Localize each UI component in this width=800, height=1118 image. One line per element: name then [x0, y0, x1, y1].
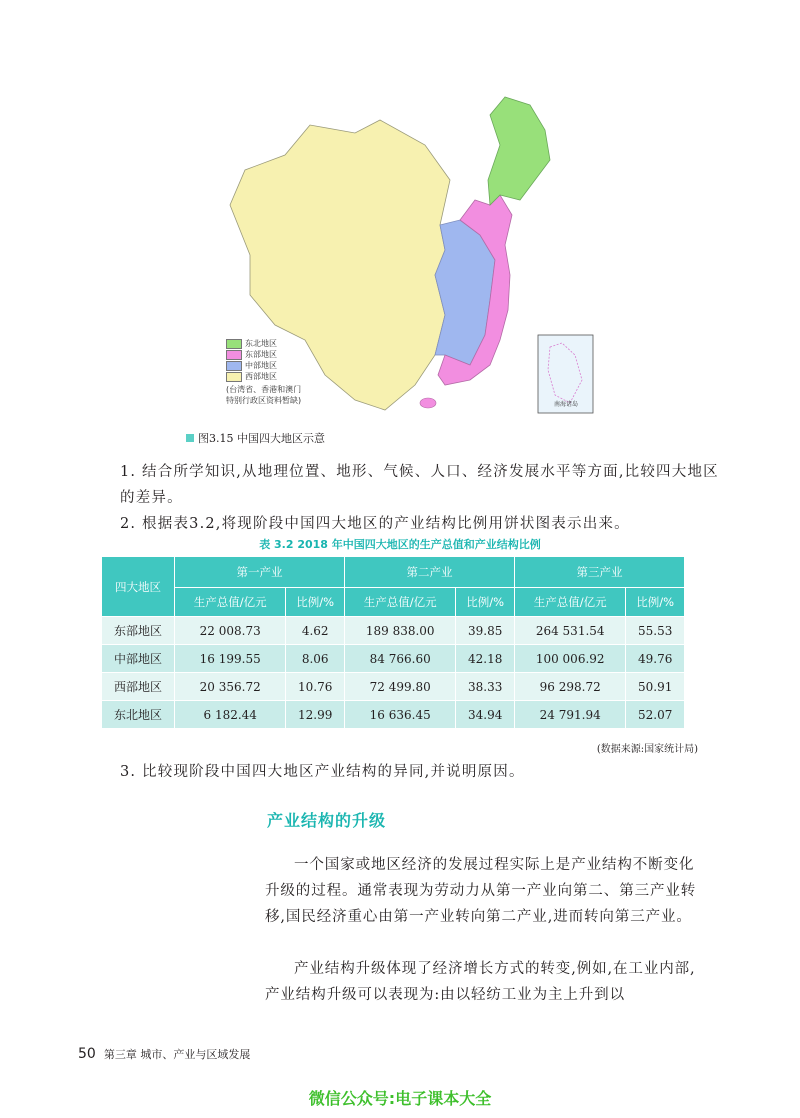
table-cell: 49.76 — [626, 645, 685, 673]
table-cell-region: 东部地区 — [102, 617, 175, 645]
table-cell: 6 182.44 — [175, 701, 286, 729]
map-region-northeast — [488, 97, 550, 205]
table-cell: 50.91 — [626, 673, 685, 701]
table-group-header: 第一产业 — [175, 557, 345, 588]
table-cell: 16 199.55 — [175, 645, 286, 673]
table-cell: 84 766.60 — [344, 645, 455, 673]
table-subheader: 比例/% — [626, 588, 685, 617]
table-corner-header: 四大地区 — [102, 557, 175, 617]
table-cell: 38.33 — [456, 673, 515, 701]
legend-item: 东部地区 — [226, 349, 306, 360]
table-cell: 39.85 — [456, 617, 515, 645]
table-source: (数据来源:国家统计局) — [596, 744, 698, 755]
table-cell: 22 008.73 — [175, 617, 286, 645]
table-cell: 34.94 — [456, 701, 515, 729]
table-cell-region: 东北地区 — [102, 701, 175, 729]
table-cell: 189 838.00 — [344, 617, 455, 645]
chapter-title: 第三章 城市、产业与区域发展 — [103, 1048, 251, 1061]
body-paragraph: 产业结构升级体现了经济增长方式的转变,例如,在工业内部,产业结构升级可以表现为:由以轻纺工业为主上升到以 — [265, 961, 696, 1003]
table-cell: 55.53 — [626, 617, 685, 645]
table-cell: 24 791.94 — [514, 701, 625, 729]
table-cell: 16 636.45 — [344, 701, 455, 729]
figure-caption: 图3.15 中国四大地区示意 — [186, 430, 325, 446]
table-cell: 72 499.80 — [344, 673, 455, 701]
table-cell: 264 531.54 — [514, 617, 625, 645]
table-cell: 96 298.72 — [514, 673, 625, 701]
table-cell: 52.07 — [626, 701, 685, 729]
wechat-banner: 微信公众号:电子课本大全 — [308, 1089, 492, 1108]
table-subheader: 比例/% — [286, 588, 345, 617]
table-subheader: 比例/% — [456, 588, 515, 617]
question-3: 3. 比较现阶段中国四大地区产业结构的异同,并说明原因。 — [120, 764, 525, 780]
data-table — [101, 556, 685, 729]
table-cell: 42.18 — [456, 645, 515, 673]
question-1: 1. 结合所学知识,从地理位置、地形、气候、人口、经济发展水平等方面,比较四大地区的差异。 — [120, 464, 719, 506]
table-cell: 20 356.72 — [175, 673, 286, 701]
caption-marker-icon — [186, 434, 194, 442]
page-footer — [78, 1046, 250, 1062]
table-cell: 8.06 — [286, 645, 345, 673]
inset-label: 南海诸岛 — [554, 401, 579, 408]
table-cell: 12.99 — [286, 701, 345, 729]
legend-item: 西部地区 — [226, 371, 306, 382]
legend-note: (台湾省、香港和澳门特别行政区资料暂缺) — [226, 385, 302, 405]
table-subheader: 生产总值/亿元 — [514, 588, 625, 617]
table-cell-region: 西部地区 — [102, 673, 175, 701]
table-group-header: 第三产业 — [514, 557, 684, 588]
table-row — [102, 645, 685, 673]
table-cell: 4.62 — [286, 617, 345, 645]
table-title: 表 3.2 2018 年中国四大地区的生产总值和产业结构比例 — [259, 538, 541, 551]
table-subheader: 生产总值/亿元 — [344, 588, 455, 617]
table-row — [102, 701, 685, 729]
table-subheader: 生产总值/亿元 — [175, 588, 286, 617]
legend-item: 中部地区 — [226, 360, 306, 371]
legend-item: 东北地区 — [226, 338, 306, 349]
map-legend — [226, 338, 306, 406]
table-row — [102, 617, 685, 645]
page-number: 50 — [78, 1046, 96, 1062]
table-cell: 100 006.92 — [514, 645, 625, 673]
table-cell: 10.76 — [286, 673, 345, 701]
question-2: 2. 根据表3.2,将现阶段中国四大地区的产业结构比例用饼状图表示出来。 — [120, 516, 630, 532]
table-cell-region: 中部地区 — [102, 645, 175, 673]
section-heading: 产业结构的升级 — [267, 811, 387, 830]
body-paragraph: 一个国家或地区经济的发展过程实际上是产业结构不断变化升级的过程。通常表现为劳动力从第一产业向第二、第三产业转移,国民经济重心由第一产业转向第二产业,进而转向第三产业。 — [265, 857, 697, 925]
table-group-header: 第二产业 — [344, 557, 514, 588]
table-row — [102, 673, 685, 701]
